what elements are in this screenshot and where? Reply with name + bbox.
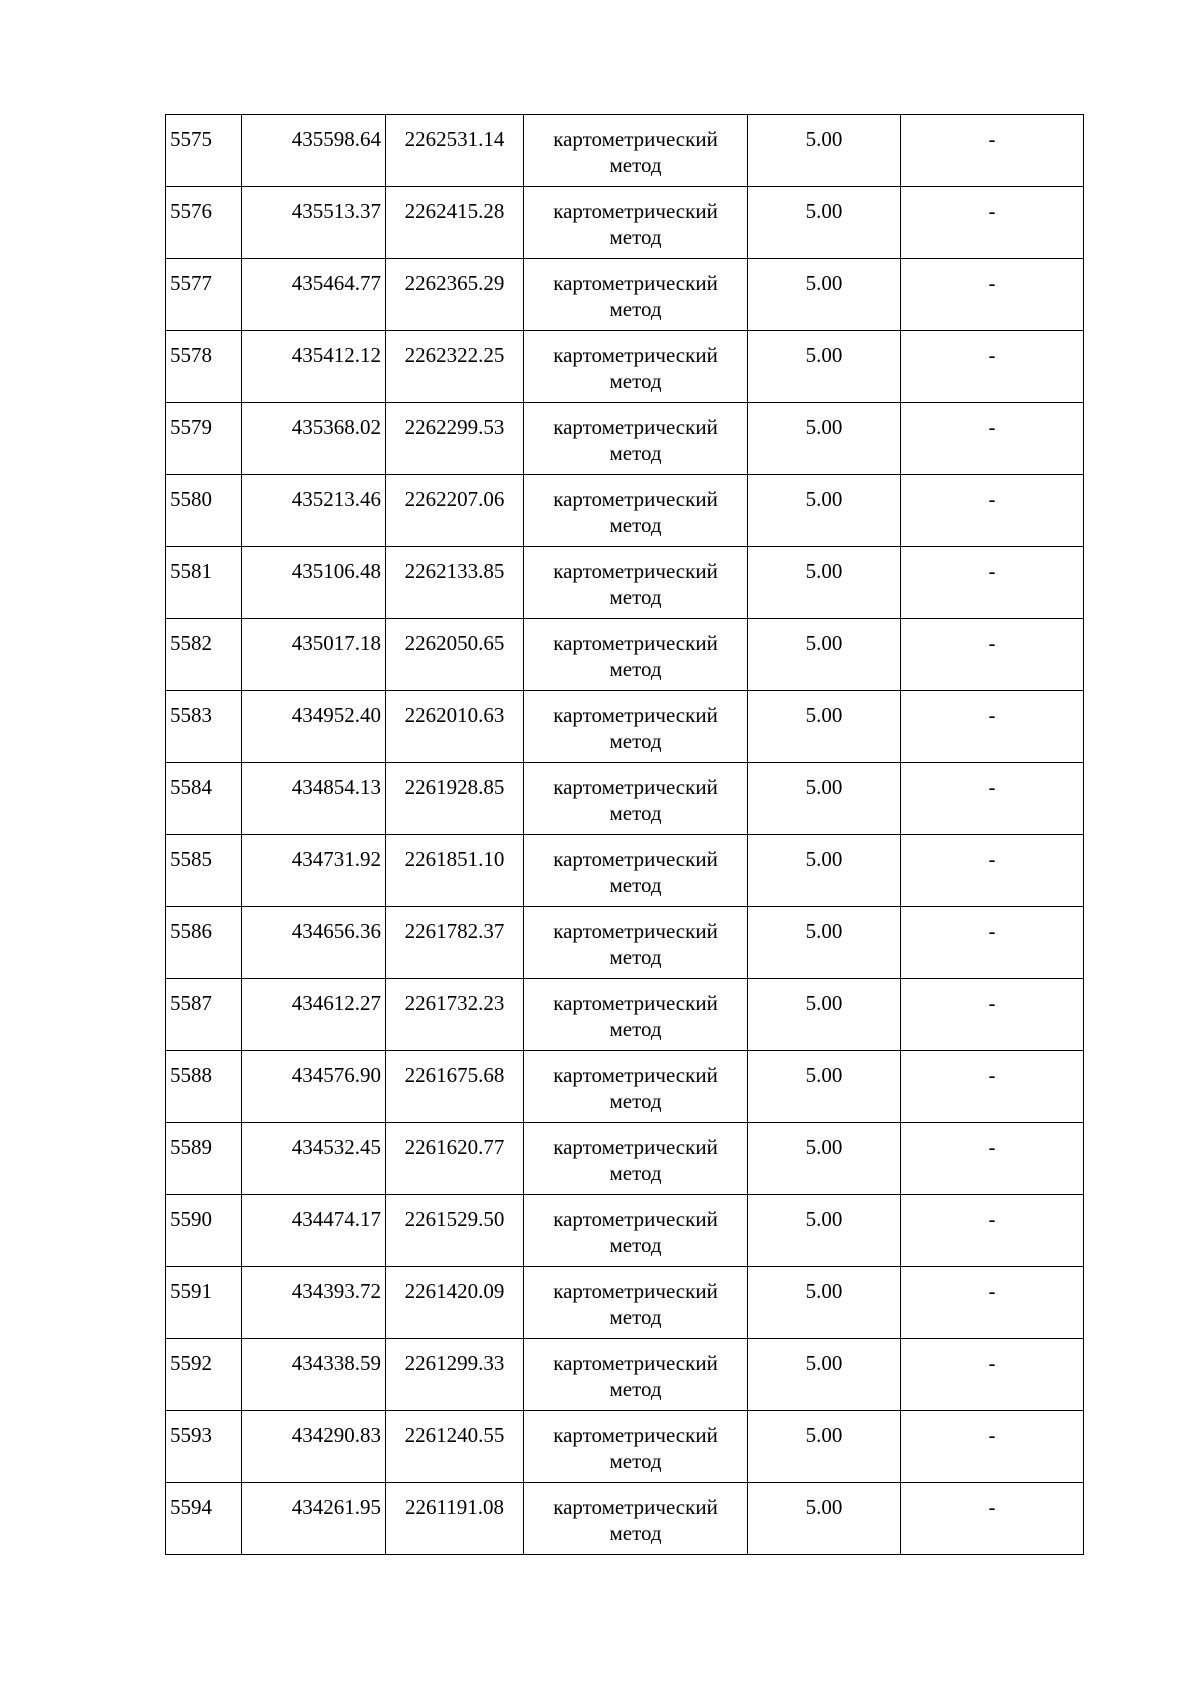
- table-row: [166, 1195, 1084, 1267]
- description-cell: -: [901, 691, 1084, 763]
- method-cell: [524, 1483, 748, 1555]
- accuracy-cell: 5.00: [748, 1267, 901, 1339]
- method-cell: [524, 403, 748, 475]
- description-cell: -: [901, 907, 1084, 979]
- y-coordinate-cell: 2261529.50: [386, 1195, 524, 1267]
- x-coordinate-cell: 435106.48: [242, 547, 386, 619]
- description-cell: -: [901, 403, 1084, 475]
- accuracy-cell: 5.00: [748, 187, 901, 259]
- y-coordinate-cell: 2262415.28: [386, 187, 524, 259]
- x-coordinate-cell: 434612.27: [242, 979, 386, 1051]
- y-coordinate-cell: 2261928.85: [386, 763, 524, 835]
- method-text-line1: картометрический: [553, 1495, 718, 1519]
- table-row: [166, 115, 1084, 187]
- point-number-cell: 5586: [166, 907, 242, 979]
- x-coordinate-cell: 435213.46: [242, 475, 386, 547]
- description-cell: -: [901, 763, 1084, 835]
- method-text-line2: метод: [609, 1449, 662, 1473]
- method-text-line2: метод: [609, 153, 662, 177]
- table-row: [166, 1411, 1084, 1483]
- y-coordinate-cell: 2262050.65: [386, 619, 524, 691]
- y-coordinate-cell: 2261420.09: [386, 1267, 524, 1339]
- accuracy-cell: 5.00: [748, 259, 901, 331]
- x-coordinate-cell: 435598.64: [242, 115, 386, 187]
- method-cell: [524, 835, 748, 907]
- description-cell: -: [901, 331, 1084, 403]
- x-coordinate-cell: 434532.45: [242, 1123, 386, 1195]
- table-row: [166, 259, 1084, 331]
- method-text-line1: картометрический: [553, 271, 718, 295]
- method-cell: [524, 115, 748, 187]
- x-coordinate-cell: 434290.83: [242, 1411, 386, 1483]
- x-coordinate-cell: 434576.90: [242, 1051, 386, 1123]
- accuracy-cell: 5.00: [748, 1051, 901, 1123]
- table-row: [166, 1123, 1084, 1195]
- description-cell: -: [901, 547, 1084, 619]
- method-text-line1: картометрический: [553, 1135, 718, 1159]
- method-text-line1: картометрический: [553, 1351, 718, 1375]
- method-cell: [524, 979, 748, 1051]
- x-coordinate-cell: 434261.95: [242, 1483, 386, 1555]
- method-text-line2: метод: [609, 945, 662, 969]
- method-text-line2: метод: [609, 1305, 662, 1329]
- y-coordinate-cell: 2261851.10: [386, 835, 524, 907]
- method-text-line2: метод: [609, 1161, 662, 1185]
- method-text-line2: метод: [609, 513, 662, 537]
- method-text-line2: метод: [609, 369, 662, 393]
- point-number-cell: 5582: [166, 619, 242, 691]
- accuracy-cell: 5.00: [748, 1123, 901, 1195]
- table-row: [166, 1051, 1084, 1123]
- table-row: [166, 187, 1084, 259]
- method-text-line1: картометрический: [553, 919, 718, 943]
- y-coordinate-cell: 2261299.33: [386, 1339, 524, 1411]
- coordinates-table-body: [166, 115, 1084, 1555]
- method-cell: [524, 1339, 748, 1411]
- accuracy-cell: 5.00: [748, 115, 901, 187]
- method-cell: [524, 1051, 748, 1123]
- table-row: [166, 475, 1084, 547]
- y-coordinate-cell: 2261782.37: [386, 907, 524, 979]
- x-coordinate-cell: 434854.13: [242, 763, 386, 835]
- description-cell: -: [901, 1483, 1084, 1555]
- table-row: [166, 1339, 1084, 1411]
- accuracy-cell: 5.00: [748, 619, 901, 691]
- y-coordinate-cell: 2262322.25: [386, 331, 524, 403]
- accuracy-cell: 5.00: [748, 403, 901, 475]
- table-row: [166, 691, 1084, 763]
- x-coordinate-cell: 434731.92: [242, 835, 386, 907]
- method-text-line1: картометрический: [553, 1207, 718, 1231]
- description-cell: -: [901, 1051, 1084, 1123]
- method-text-line1: картометрический: [553, 631, 718, 655]
- x-coordinate-cell: 434474.17: [242, 1195, 386, 1267]
- accuracy-cell: 5.00: [748, 1483, 901, 1555]
- y-coordinate-cell: 2262010.63: [386, 691, 524, 763]
- description-cell: -: [901, 835, 1084, 907]
- y-coordinate-cell: 2262299.53: [386, 403, 524, 475]
- method-text-line2: метод: [609, 225, 662, 249]
- point-number-cell: 5578: [166, 331, 242, 403]
- table-row: [166, 1483, 1084, 1555]
- point-number-cell: 5585: [166, 835, 242, 907]
- accuracy-cell: 5.00: [748, 1339, 901, 1411]
- method-cell: [524, 331, 748, 403]
- description-cell: -: [901, 979, 1084, 1051]
- point-number-cell: 5577: [166, 259, 242, 331]
- x-coordinate-cell: 434952.40: [242, 691, 386, 763]
- x-coordinate-cell: 435017.18: [242, 619, 386, 691]
- method-cell: [524, 1411, 748, 1483]
- method-text-line1: картометрический: [553, 1423, 718, 1447]
- method-cell: [524, 691, 748, 763]
- y-coordinate-cell: 2261240.55: [386, 1411, 524, 1483]
- description-cell: -: [901, 259, 1084, 331]
- method-text-line2: метод: [609, 1233, 662, 1257]
- table-row: [166, 403, 1084, 475]
- method-text-line1: картометрический: [553, 1279, 718, 1303]
- method-text-line2: метод: [609, 1089, 662, 1113]
- table-row: [166, 907, 1084, 979]
- method-text-line1: картометрический: [553, 127, 718, 151]
- x-coordinate-cell: 435464.77: [242, 259, 386, 331]
- method-cell: [524, 259, 748, 331]
- description-cell: -: [901, 619, 1084, 691]
- description-cell: -: [901, 187, 1084, 259]
- method-cell: [524, 763, 748, 835]
- y-coordinate-cell: 2262133.85: [386, 547, 524, 619]
- x-coordinate-cell: 434393.72: [242, 1267, 386, 1339]
- point-number-cell: 5594: [166, 1483, 242, 1555]
- x-coordinate-cell: 434656.36: [242, 907, 386, 979]
- point-number-cell: 5579: [166, 403, 242, 475]
- method-text-line1: картометрический: [553, 343, 718, 367]
- accuracy-cell: 5.00: [748, 547, 901, 619]
- method-text-line1: картометрический: [553, 559, 718, 583]
- method-cell: [524, 547, 748, 619]
- description-cell: -: [901, 1123, 1084, 1195]
- method-text-line1: картометрический: [553, 991, 718, 1015]
- description-cell: -: [901, 1267, 1084, 1339]
- table-row: [166, 619, 1084, 691]
- accuracy-cell: 5.00: [748, 331, 901, 403]
- accuracy-cell: 5.00: [748, 1195, 901, 1267]
- method-text-line1: картометрический: [553, 703, 718, 727]
- table-row: [166, 979, 1084, 1051]
- point-number-cell: 5576: [166, 187, 242, 259]
- method-text-line2: метод: [609, 873, 662, 897]
- table-row: [166, 1267, 1084, 1339]
- description-cell: -: [901, 1411, 1084, 1483]
- point-number-cell: 5591: [166, 1267, 242, 1339]
- accuracy-cell: 5.00: [748, 691, 901, 763]
- y-coordinate-cell: 2262365.29: [386, 259, 524, 331]
- point-number-cell: 5589: [166, 1123, 242, 1195]
- point-number-cell: 5580: [166, 475, 242, 547]
- accuracy-cell: 5.00: [748, 907, 901, 979]
- accuracy-cell: 5.00: [748, 979, 901, 1051]
- point-number-cell: 5593: [166, 1411, 242, 1483]
- description-cell: -: [901, 1195, 1084, 1267]
- method-text-line1: картометрический: [553, 199, 718, 223]
- method-cell: [524, 619, 748, 691]
- y-coordinate-cell: 2261732.23: [386, 979, 524, 1051]
- method-cell: [524, 1195, 748, 1267]
- x-coordinate-cell: 435513.37: [242, 187, 386, 259]
- y-coordinate-cell: 2261191.08: [386, 1483, 524, 1555]
- y-coordinate-cell: 2262531.14: [386, 115, 524, 187]
- method-cell: [524, 1123, 748, 1195]
- point-number-cell: 5587: [166, 979, 242, 1051]
- accuracy-cell: 5.00: [748, 475, 901, 547]
- point-number-cell: 5581: [166, 547, 242, 619]
- method-text-line1: картометрический: [553, 487, 718, 511]
- description-cell: -: [901, 115, 1084, 187]
- method-text-line2: метод: [609, 297, 662, 321]
- point-number-cell: 5583: [166, 691, 242, 763]
- method-text-line2: метод: [609, 1521, 662, 1545]
- point-number-cell: 5592: [166, 1339, 242, 1411]
- accuracy-cell: 5.00: [748, 763, 901, 835]
- method-text-line2: метод: [609, 657, 662, 681]
- method-cell: [524, 907, 748, 979]
- method-text-line2: метод: [609, 1017, 662, 1041]
- accuracy-cell: 5.00: [748, 835, 901, 907]
- table-row: [166, 835, 1084, 907]
- method-text-line2: метод: [609, 585, 662, 609]
- x-coordinate-cell: 435368.02: [242, 403, 386, 475]
- table-row: [166, 331, 1084, 403]
- method-cell: [524, 475, 748, 547]
- coordinates-table: [165, 114, 1084, 1555]
- point-number-cell: 5588: [166, 1051, 242, 1123]
- point-number-cell: 5590: [166, 1195, 242, 1267]
- method-text-line1: картометрический: [553, 1063, 718, 1087]
- table-row: [166, 547, 1084, 619]
- method-text-line1: картометрический: [553, 415, 718, 439]
- method-text-line2: метод: [609, 729, 662, 753]
- description-cell: -: [901, 475, 1084, 547]
- accuracy-cell: 5.00: [748, 1411, 901, 1483]
- y-coordinate-cell: 2261620.77: [386, 1123, 524, 1195]
- method-cell: [524, 1267, 748, 1339]
- description-cell: -: [901, 1339, 1084, 1411]
- method-text-line2: метод: [609, 1377, 662, 1401]
- y-coordinate-cell: 2262207.06: [386, 475, 524, 547]
- table-row: [166, 763, 1084, 835]
- method-cell: [524, 187, 748, 259]
- x-coordinate-cell: 435412.12: [242, 331, 386, 403]
- method-text-line1: картометрический: [553, 847, 718, 871]
- point-number-cell: 5575: [166, 115, 242, 187]
- y-coordinate-cell: 2261675.68: [386, 1051, 524, 1123]
- method-text-line2: метод: [609, 801, 662, 825]
- x-coordinate-cell: 434338.59: [242, 1339, 386, 1411]
- method-text-line2: метод: [609, 441, 662, 465]
- point-number-cell: 5584: [166, 763, 242, 835]
- method-text-line1: картометрический: [553, 775, 718, 799]
